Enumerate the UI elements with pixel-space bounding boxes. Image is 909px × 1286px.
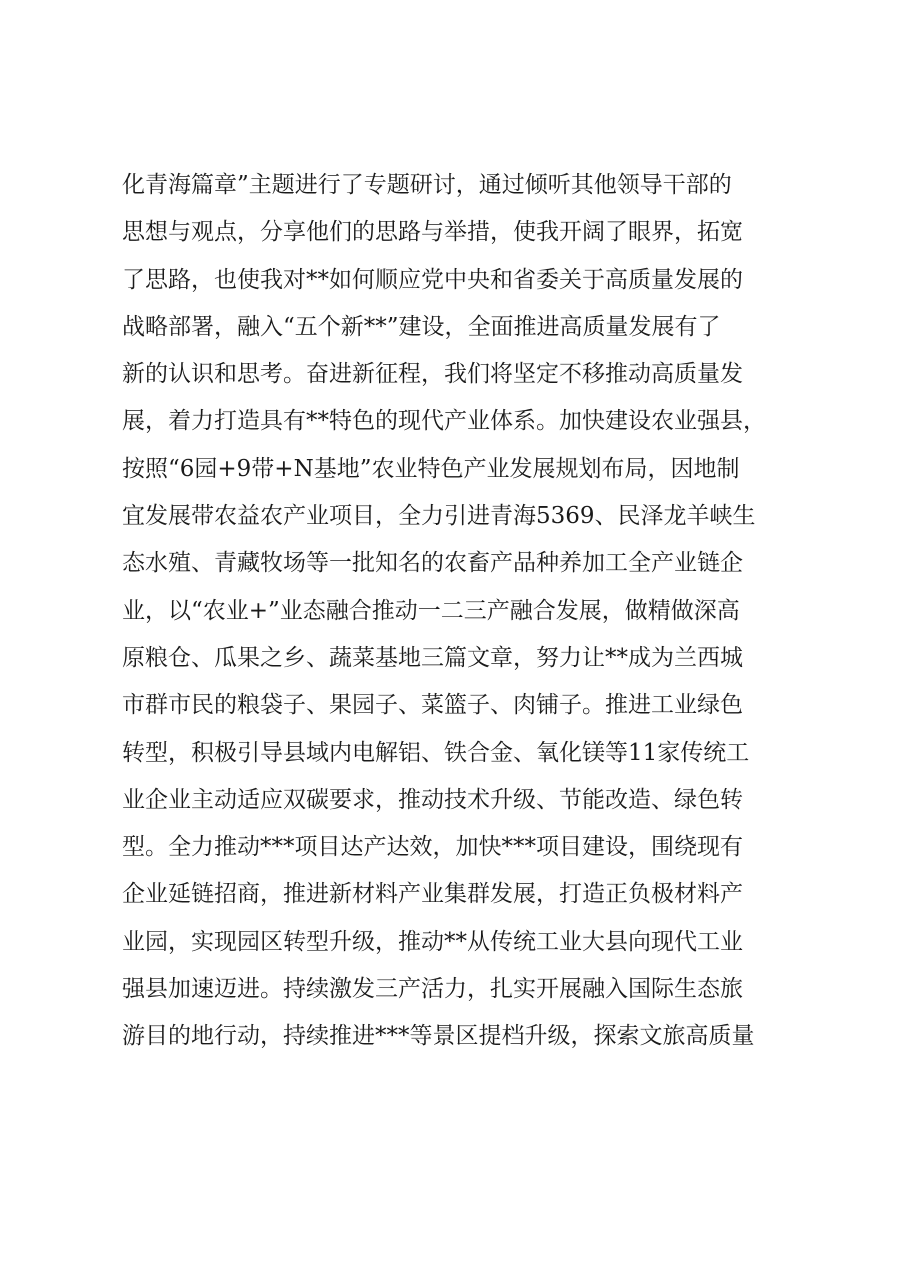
text-line: 态水殖、青藏牧场等一批知名的农畜产品种养加工全产业链企 [122, 550, 743, 577]
text-line: 转型，积极引导县域内电解铝、铁合金、氧化镁等11家传统工 [122, 739, 750, 766]
text-line: 按照“6园+9带+N基地”农业特色产业发展规划布局，因地制 [122, 455, 740, 482]
text-line: 原粮仓、瓜果之乡、蔬菜基地三篇文章，努力让**成为兰西城 [122, 644, 743, 671]
text-line: 业企业主动适应双碳要求，推动技术升级、节能改造、绿色转 [122, 786, 743, 813]
text-line: 企业延链招商，推进新材料产业集群发展，打造正负极材料产 [122, 881, 743, 908]
text-line: 展，着力打造具有**特色的现代产业体系。加快建设农业强县， [122, 408, 766, 435]
text-line: 市群市民的粮袋子、果园子、菜篮子、肉铺子。推进工业绿色 [122, 692, 743, 719]
text-line: 战略部署，融入“五个新**”建设，全面推进高质量发展有了 [122, 313, 721, 340]
text-line: 化青海篇章”主题进行了专题研讨，通过倾听其他领导干部的 [122, 172, 732, 198]
text-line: 业园，实现园区转型升级，推动**从传统工业大县向现代工业 [122, 928, 743, 955]
text-line: 型。全力推动***项目达产达效，加快***项目建设，围绕现有 [122, 834, 743, 861]
text-line: 宜发展带农益农产业项目，全力引进青海5369、民泽龙羊峡生 [122, 503, 756, 530]
text-line: 新的认识和思考。奋进新征程，我们将坚定不移推动高质量发 [122, 361, 743, 388]
text-line: 了思路，也使我对**如何顺应党中央和省委关于高质量发展的 [122, 266, 743, 293]
text-line: 游目的地行动，持续推进***等景区提档升级，探索文旅高质量 [122, 1023, 755, 1050]
text-line: 强县加速迈进。持续激发三产活力，扎实开展融入国际生态旅 [122, 976, 743, 1003]
text-line: 思想与观点，分享他们的思路与举措，使我开阔了眼界，拓宽 [122, 219, 743, 246]
text-line: 业，以“农业+”业态融合推动一二三产融合发展，做精做深高 [122, 597, 740, 624]
body-paragraph [122, 162, 812, 1061]
